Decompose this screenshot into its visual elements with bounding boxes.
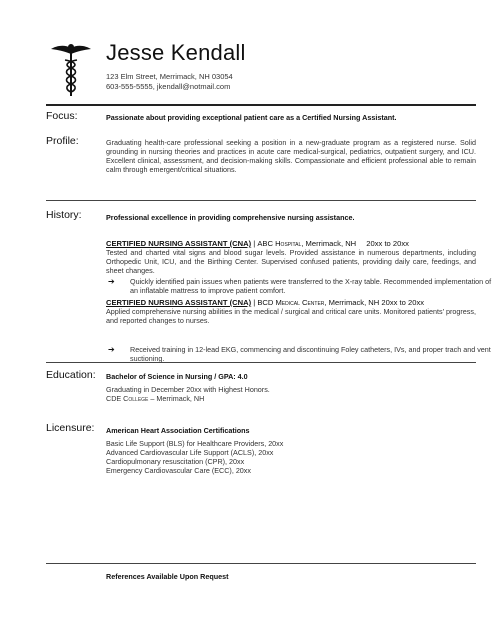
phone-email: 603-555-5555, jkendall@notmail.com [106, 82, 231, 91]
section-divider [46, 200, 476, 201]
job-description: Tested and charted vital signs and blood sugar levels. Provided assistance in numerous departments, including Orthopedic Unit, ICU, and the Birthing Center. Supervised confused patients, providing daily care, feedings, and sheet changes. [106, 248, 476, 275]
job-achievement-text: Quickly identified pain issues when patients were transferred to the X-ray table. Recommended implementation of an inflatable mattress to improve patient comfort. [130, 277, 492, 295]
history-label: History: [46, 209, 82, 221]
section-divider [46, 362, 476, 363]
job-dates: 20xx to 20xx [381, 298, 425, 307]
arrow-icon: ➔ [108, 277, 115, 286]
focus-label: Focus: [46, 110, 78, 122]
list-item: Emergency Cardiovascular Care (ECC), 20xx [106, 466, 251, 475]
history-summary: Professional excellence in providing comprehensive nursing assistance. [106, 213, 355, 222]
list-item: Advanced Cardiovascular Life Support (ACLS), 20xx [106, 448, 274, 457]
references-note: References Available Upon Request [106, 572, 229, 581]
job-achievement-text: Received training in 12-lead EKG, commencing and discontinuing Foley catheters, IVs, and proper trach and vent suctioning. [130, 345, 491, 363]
school-location: Merrimack, NH [156, 394, 205, 403]
certification-list [106, 439, 476, 475]
job-title: CERTIFIED NURSING ASSISTANT (CNA) [106, 239, 252, 248]
school-name: CDE College [106, 394, 149, 403]
list-item: Basic Life Support (BLS) for Healthcare Providers, 20xx [106, 439, 284, 448]
job-achievement [106, 345, 495, 363]
candidate-name: Jesse Kendall [106, 40, 246, 65]
job-title: CERTIFIED NURSING ASSISTANT (CNA) [106, 298, 252, 307]
job-location: Merrimack, NH [305, 239, 357, 248]
licensure-heading: American Heart Association Certifications [106, 426, 250, 435]
school: CDE College – Merrimack, NH [106, 394, 205, 403]
profile-label: Profile: [46, 135, 79, 147]
job-achievement [106, 277, 495, 295]
job-description: Applied comprehensive nursing abilities in the medical / surgical and critical care units. Monitored patients' progress, and reported changes to nurses. [106, 307, 476, 325]
education-label: Education: [46, 369, 96, 381]
contact-info [106, 72, 233, 92]
profile-text: Graduating health-care professional seeking a position in a new-graduate program as a registered nurse. Solid grounding in nursing theories and practices in acute care medical-surgical, pediatrics, outpatient surgery, and ICU. Excellent clinical, assessment, and decision-making skills. Compassionate and efficient professional able to remain calm through emergent/critical situations. [106, 138, 476, 174]
employer: ABC Hospital [257, 239, 302, 248]
section-divider [46, 563, 476, 564]
address: 123 Elm Street, Merrimack, NH 03054 [106, 72, 233, 81]
degree: Bachelor of Science in Nursing / GPA: 4.0 [106, 372, 248, 381]
arrow-icon: ➔ [108, 345, 115, 354]
licensure-label: Licensure: [46, 422, 95, 434]
list-item: Cardiopulmonary resuscitation (CPR), 20xx [106, 457, 245, 466]
education-detail: Graduating in December 20xx with Highest Honors. [106, 385, 270, 394]
employer: BCD Medical Center [257, 298, 325, 307]
caduceus-icon [50, 42, 92, 98]
job-header: CERTIFIED NURSING ASSISTANT (CNA) | BCD Medical Center, Merrimack, NH 20xx to 20xx [106, 298, 425, 307]
job-location: Merrimack, NH [328, 298, 380, 307]
focus-text: Passionate about providing exceptional patient care as a Certified Nursing Assistant. [106, 113, 397, 122]
header-divider [46, 104, 476, 106]
job-dates: 20xx to 20xx [366, 239, 409, 248]
job-header: CERTIFIED NURSING ASSISTANT (CNA) | ABC Hospital, Merrimack, NH 20xx to 20xx [106, 239, 409, 248]
